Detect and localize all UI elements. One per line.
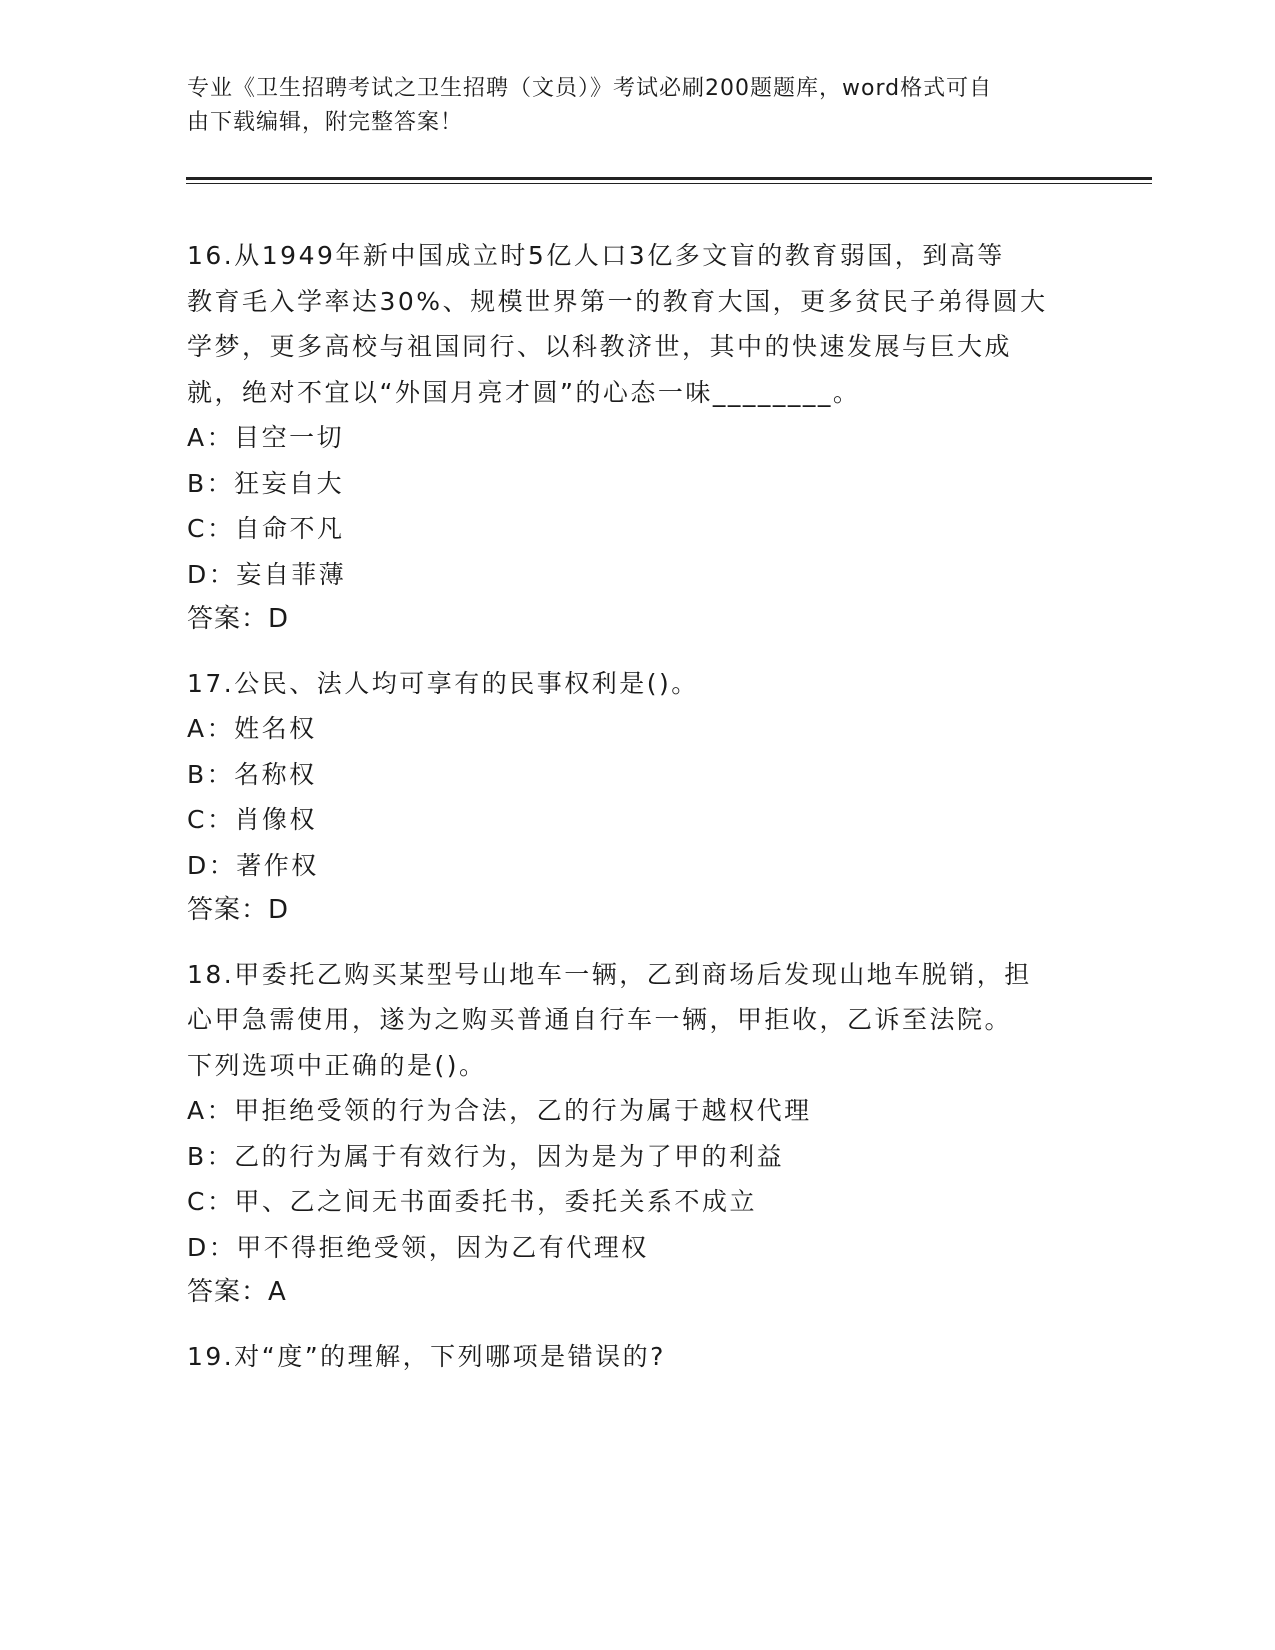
option-c: C：甲、乙之间无书面委托书，委托关系不成立 [187,1187,757,1216]
header-line-1: 专业《卫生招聘考试之卫生招聘（文员）》考试必刷200题题库，word格式可自 [187,76,993,101]
answer-line: 答案：D [187,604,290,634]
document-header [187,72,1067,140]
option-a: A：姓名权 [187,714,317,743]
question-19 [187,1334,1087,1380]
option-b: B：名称权 [187,759,317,789]
option-c: C：自命不凡 [187,514,345,543]
header-divider-thin [186,183,1152,184]
option-d: D：妄自菲薄 [187,559,347,589]
option-d: D：甲不得拒绝受领，因为乙有代理权 [187,1232,649,1262]
question-list [187,233,1087,1397]
option-a: A：甲拒绝受领的行为合法，乙的行为属于越权代理 [187,1096,812,1125]
option-c: C：肖像权 [187,805,317,834]
header-divider-thick [186,177,1152,180]
question-stem-line: 19.对“度”的理解，下列哪项是错误的? [187,1341,666,1371]
option-b: B：狂妄自大 [187,468,345,498]
question-stem-line: 下列选项中正确的是()。 [187,1050,487,1080]
question-16 [187,233,1087,643]
question-stem-line: 16.从1949年新中国成立时5亿人口3亿多文盲的教育弱国，到高等 [187,241,1005,270]
question-stem-line: 18.甲委托乙购买某型号山地车一辆，乙到商场后发现山地车脱销，担 [187,959,1032,989]
answer-line: 答案：D [187,895,290,925]
question-17 [187,661,1087,934]
option-b: B：乙的行为属于有效行为，因为是为了甲的利益 [187,1141,785,1171]
question-stem-line: 学梦，更多高校与祖国同行、以科教济世，其中的快速发展与巨大成 [187,332,1013,361]
question-stem-line: 就，绝对不宜以“外国月亮才圆”的心态一味________。 [187,377,861,407]
answer-line: 答案：A [187,1277,287,1307]
option-a: A：目空一切 [187,423,345,452]
header-line-2: 由下载编辑，附完整答案！ [187,110,464,135]
question-stem-line: 教育毛入学率达30%、规模世界第一的教育大国，更多贫民子弟得圆大 [187,286,1048,316]
question-stem-line: 17.公民、法人均可享有的民事权利是()。 [187,668,699,698]
question-18 [187,952,1087,1316]
option-d: D：著作权 [187,850,319,880]
question-stem-line: 心甲急需使用，遂为之购买普通自行车一辆，甲拒收，乙诉至法院。 [187,1005,1013,1034]
